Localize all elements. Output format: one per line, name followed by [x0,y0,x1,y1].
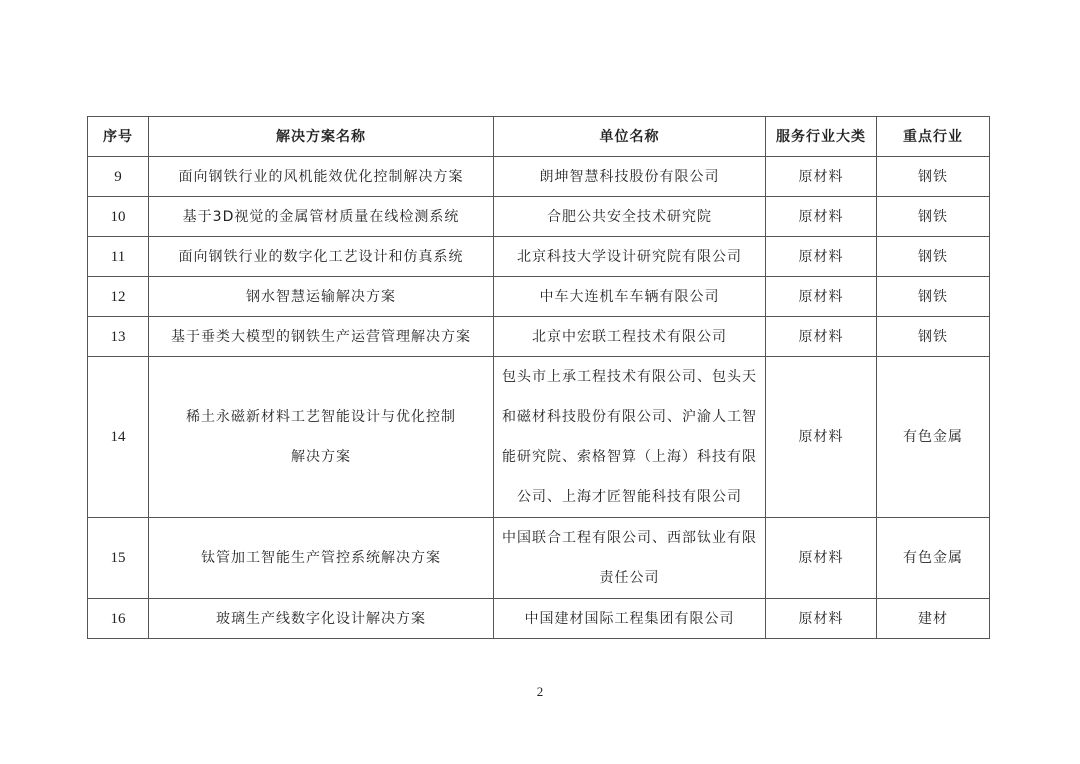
row-category: 原材料 [766,237,877,277]
row-solution: 面向钢铁行业的风机能效优化控制解决方案 [149,157,494,197]
header-solution: 解决方案名称 [149,117,494,157]
row-solution: 钢水智慧运输解决方案 [149,277,494,317]
row-unit: 合肥公共安全技术研究院 [494,197,766,237]
table-row [88,157,990,197]
row-unit: 北京中宏联工程技术有限公司 [494,317,766,357]
row-category: 原材料 [766,357,877,518]
row-unit: 中国建材国际工程集团有限公司 [494,599,766,639]
solutions-table [87,116,990,639]
table-row [88,197,990,237]
row-industry: 有色金属 [877,357,990,518]
row-solution: 钛管加工智能生产管控系统解决方案 [149,518,494,599]
row-solution: 基于垂类大模型的钢铁生产运营管理解决方案 [149,317,494,357]
row-industry: 钢铁 [877,317,990,357]
row-unit: 包头市上承工程技术有限公司、包头天和磁材科技股份有限公司、沪渝人工智能研究院、索格智算（上海）科技有限公司、上海才匠智能科技有限公司 [494,357,766,518]
table-row [88,317,990,357]
table-row [88,277,990,317]
header-row [88,117,990,157]
row-industry: 钢铁 [877,277,990,317]
row-no: 16 [88,599,149,639]
row-no: 9 [88,157,149,197]
table-row [88,237,990,277]
row-no: 14 [88,357,149,518]
row-unit: 中车大连机车车辆有限公司 [494,277,766,317]
row-industry: 有色金属 [877,518,990,599]
row-category: 原材料 [766,197,877,237]
header-no: 序号 [88,117,149,157]
row-industry: 建材 [877,599,990,639]
row-no: 10 [88,197,149,237]
row-category: 原材料 [766,157,877,197]
row-category: 原材料 [766,599,877,639]
table-row [88,518,990,599]
header-category: 服务行业大类 [766,117,877,157]
row-category: 原材料 [766,317,877,357]
table-row [88,357,990,518]
row-category: 原材料 [766,518,877,599]
row-no: 11 [88,237,149,277]
row-unit: 朗坤智慧科技股份有限公司 [494,157,766,197]
row-industry: 钢铁 [877,237,990,277]
table-row [88,599,990,639]
row-solution: 稀土永磁新材料工艺智能设计与优化控制解决方案 [149,357,494,518]
header-industry: 重点行业 [877,117,990,157]
row-unit: 中国联合工程有限公司、西部钛业有限责任公司 [494,518,766,599]
row-solution: 基于3D视觉的金属管材质量在线检测系统 [149,197,494,237]
row-category: 原材料 [766,277,877,317]
row-industry: 钢铁 [877,157,990,197]
row-no: 13 [88,317,149,357]
row-no: 15 [88,518,149,599]
row-unit: 北京科技大学设计研究院有限公司 [494,237,766,277]
row-industry: 钢铁 [877,197,990,237]
row-no: 12 [88,277,149,317]
row-solution: 玻璃生产线数字化设计解决方案 [149,599,494,639]
page-number: 2 [536,684,544,699]
row-solution: 面向钢铁行业的数字化工艺设计和仿真系统 [149,237,494,277]
header-unit: 单位名称 [494,117,766,157]
